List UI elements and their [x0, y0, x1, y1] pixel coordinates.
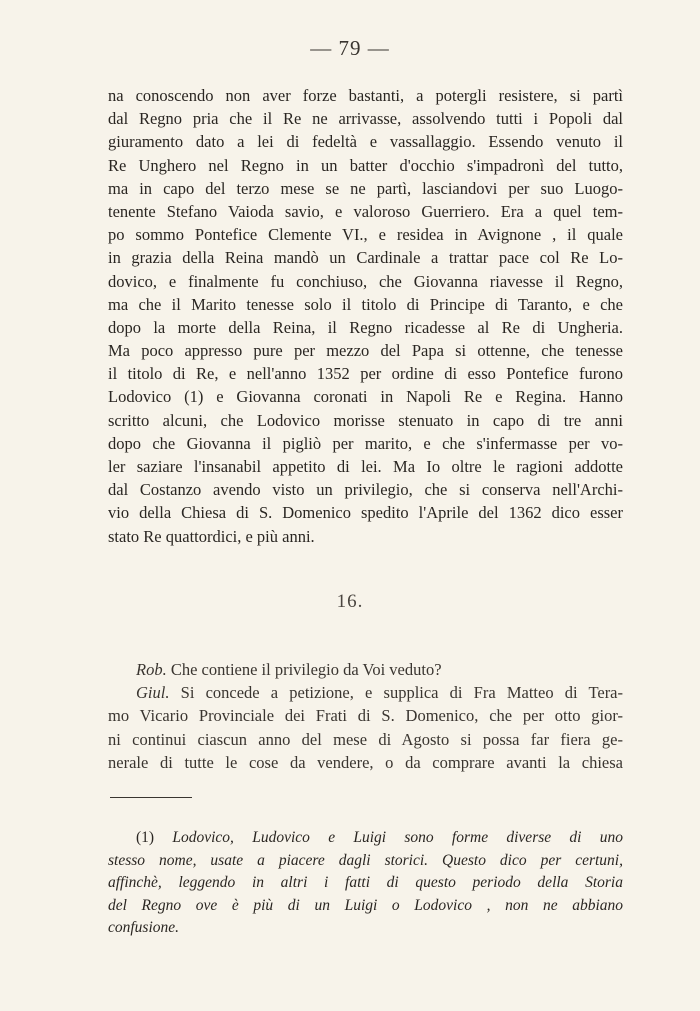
dialogue-line	[108, 658, 623, 681]
footnote-line: stesso nome, usate a piacere dagli storici. Questo dico per certuni,	[108, 851, 623, 869]
dialogue-line	[108, 681, 623, 704]
dialogue-block	[108, 658, 623, 774]
text-line: in grazia della Reina mandò un Cardinale a trattar pace col Re Lo-	[108, 248, 623, 268]
text-line: Re Unghero nel Regno in un batter d'occhio s'impadronì del tutto,	[108, 155, 623, 175]
text-line: stato Re quattordici, e più anni.	[108, 526, 315, 546]
text-line: ma che il Marito tenesse solo il titolo di Principe di Taranto, e che	[108, 294, 623, 314]
text-line: dopo che Giovanna il pigliò per marito, e che s'infermasse per vo-	[108, 433, 623, 453]
text-line: ma in capo del terzo mese se ne partì, lasciandovi per suo Luogo-	[108, 178, 623, 198]
footnote-line: affinchè, leggendo in altri i fatti di questo periodo della Storia	[108, 874, 623, 892]
section-number: 16.	[336, 591, 364, 612]
dialogue-text: Si concede a petizione, e supplica di Fra Matteo di Tera-	[180, 683, 624, 703]
text-line: il titolo di Re, e nell'anno 1352 per ordine di esso Pontefice furono	[108, 364, 623, 384]
text-line: na conoscendo non aver forze bastanti, a potergli resistere, si partì	[108, 86, 623, 105]
text-line: giuramento dato a lei di fedeltà e vassallaggio. Essendo venuto il	[108, 132, 623, 152]
footnote-line	[108, 827, 623, 850]
text-line: dopo la morte della Reina, il Regno ricadesse al Re di Ungheria.	[108, 317, 623, 337]
text-line: ler saziare l'insanabil appetito di lei. Ma Io oltre le ragioni addotte	[108, 457, 623, 476]
dialogue-line: mo Vicario Provinciale dei Frati di S. Domenico, che per otto gior-	[108, 706, 623, 726]
dialogue-line: ni continui ciascun anno del mese di Agosto si possa far fiera ge-	[108, 729, 623, 749]
text-line: Ma poco appresso pure per mezzo del Papa si ottenne, che tenesse	[108, 341, 623, 361]
speaker-label: Rob.	[136, 660, 167, 679]
main-text-body	[108, 84, 623, 548]
speaker-label: Giul.	[136, 683, 170, 703]
footnote	[108, 827, 623, 940]
footnote-divider	[110, 797, 192, 798]
text-line: po sommo Pontefice Clemente VI., e residea in Avignone , il quale	[108, 225, 623, 245]
footnote-line: del Regno ove è più di un Luigi o Lodovico , non ne abbiano	[108, 896, 623, 914]
text-line: Lodovico (1) e Giovanna coronati in Napoli Re e Regina. Hanno	[108, 387, 623, 407]
text-line: vio della Chiesa di S. Domenico spedito l'Aprile del 1362 dico esser	[108, 503, 623, 523]
footnote-marker: (1)	[136, 829, 155, 846]
dialogue-text: Che contiene il privilegio da Voi veduto?	[170, 660, 442, 679]
dialogue-line: nerale di tutte le cose da vendere, o da comprare avanti la chiesa	[108, 752, 623, 772]
text-line: dal Costanzo avendo visto un privilegio, che si conserva nell'Archi-	[108, 480, 623, 500]
text-line: tenente Stefano Vaioda savio, e valoroso Guerriero. Era a quel tem-	[108, 201, 623, 221]
text-line: scritto alcuni, che Lodovico morisse stenuato in capo di tre anni	[108, 410, 623, 430]
text-line: dovico, e finalmente fu conchiuso, che Giovanna riavesse il Regno,	[108, 271, 623, 291]
footnote-text: Lodovico, Ludovico e Luigi sono forme diverse di uno	[172, 829, 624, 846]
footnote-line: confusione.	[108, 919, 180, 937]
page-number: — 79 —	[310, 36, 390, 60]
text-line: dal Regno pria che il Re ne arrivasse, assolvendo tutti i Popoli dal	[108, 109, 623, 129]
